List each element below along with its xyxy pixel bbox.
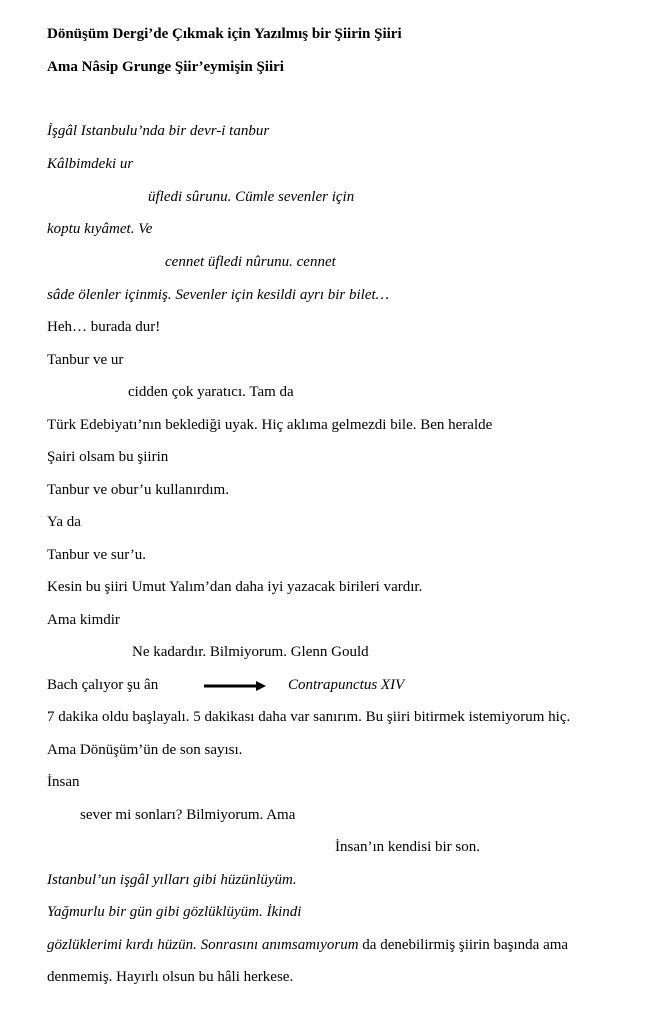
poem-line-9: cidden çok yaratıcı. Tam da: [128, 384, 294, 400]
poem-line-17: Ne kadardır. Bilmiyorum. Glenn Gould: [132, 644, 369, 660]
poem-line-11: Şairi olsam bu şiirin: [47, 449, 169, 465]
poem-line-25: Yağmurlu bir gün gibi gözlüklüyüm. İkindi: [47, 904, 302, 920]
poem-line-14: Tanbur ve sur’u.: [47, 547, 147, 563]
poem-line-24: Istanbul’un işgâl yılları gibi hüzünlüyüm.: [47, 872, 297, 888]
title-line-2: Ama Nâsip Grunge Şiir’eymişin Şiiri: [47, 59, 284, 75]
poem-line-8: Tanbur ve ur: [47, 352, 124, 368]
poem-line-26-italic: gözlüklerimi kırdı hüzün. Sonrasını anımsamıyorum: [47, 937, 359, 953]
poem-line-12: Tanbur ve obur’u kullanırdım.: [47, 482, 229, 498]
poem-line-1: İşgâl Istanbulu’nda bir devr-i tanbur: [47, 123, 270, 139]
poem-line-20: Ama Dönüşüm’ün de son sayısı.: [47, 742, 243, 758]
poem-line-22: sever mi sonları? Bilmiyorum. Ama: [80, 807, 296, 823]
poem-line-23: İnsan’ın kendisi bir son.: [335, 839, 480, 855]
poem-line-19: 7 dakika oldu başlayalı. 5 dakikası daha var sanırım. Bu şiiri bitirmek istemiyorum hiç.: [47, 709, 571, 725]
poem-line-26-regular: da denebilirmiş şiirin başında ama: [358, 937, 569, 953]
poem-line-4: koptu kıyâmet. Ve: [47, 221, 153, 237]
poem-line-7: Heh… burada dur!: [47, 319, 161, 335]
title-line-1: Dönüşüm Dergi’de Çıkmak için Yazılmış bir Şiirin Şiiri: [47, 26, 402, 42]
poem-line-21: İnsan: [47, 774, 80, 790]
poem-line-27: denmemiş. Hayırlı olsun bu hâli herkese.: [47, 969, 294, 985]
poem-line-3: üfledi sûrunu. Cümle sevenler için: [148, 189, 355, 205]
contrapunctus-title: Contrapunctus XIV: [288, 677, 405, 693]
poem-line-6: sâde ölenler içinmiş. Sevenler için kesildi ayrı bir bilet…: [47, 287, 390, 303]
poem-line-26: [47, 936, 568, 954]
poem-line-13: Ya da: [47, 514, 81, 530]
poem-line-10: Türk Edebiyatı’nın beklediği uyak. Hiç aklıma gelmezdi bile. Ben heralde: [47, 417, 493, 433]
poem-line-16: Ama kimdir: [47, 612, 120, 628]
poem-line-18: Bach çalıyor şu ân: [47, 677, 159, 693]
poem-line-5: cennet üfledi nûrunu. cennet: [165, 254, 336, 270]
poem-line-2: Kâlbimdeki ur: [47, 156, 134, 172]
poem-line-15: Kesin bu şiiri Umut Yalım’dan daha iyi yazacak birileri vardır.: [47, 579, 423, 595]
right-arrow-icon: [204, 680, 266, 692]
